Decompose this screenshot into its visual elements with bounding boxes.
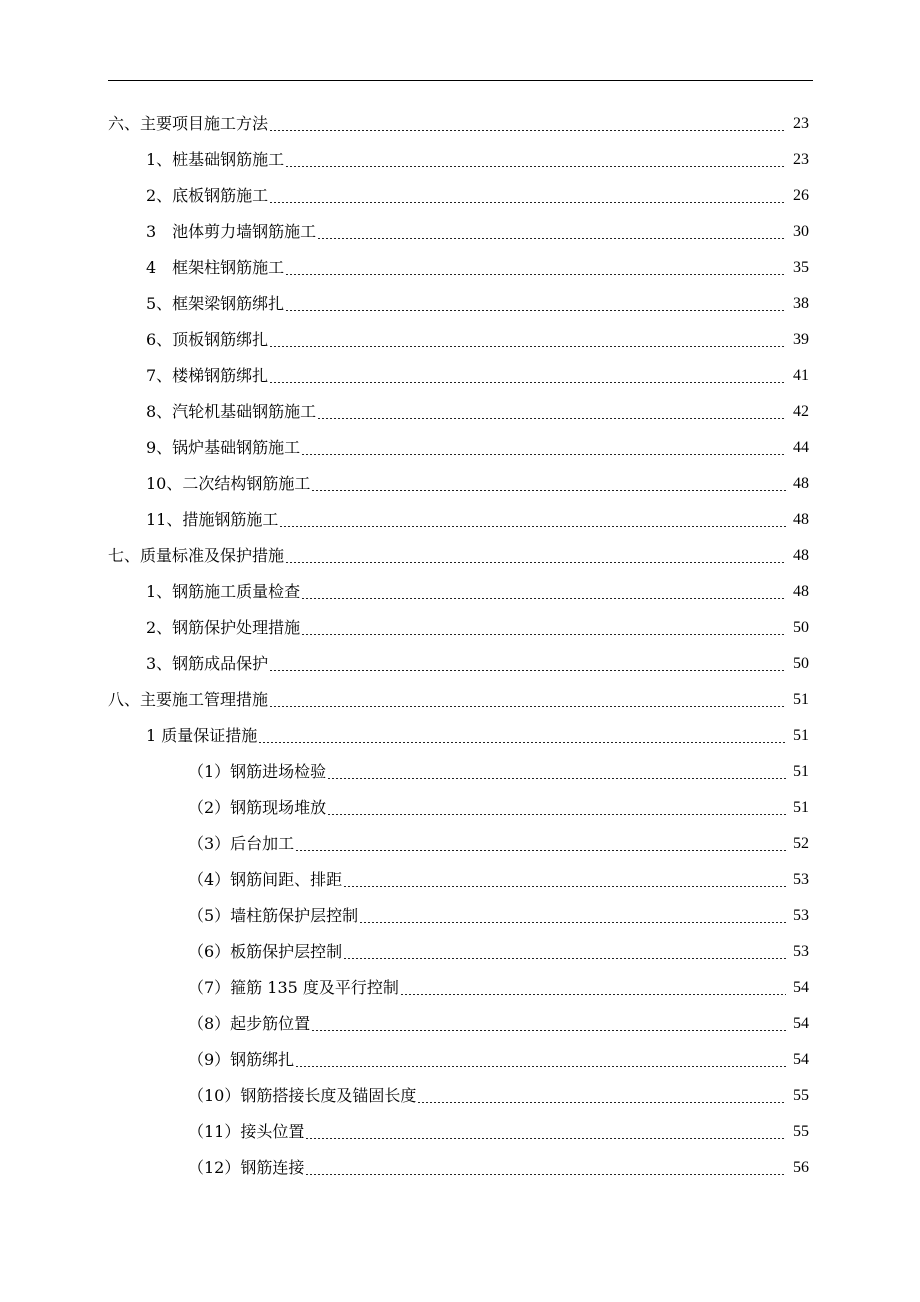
toc-entry[interactable] [0,142,920,178]
toc-dot-leader [359,922,786,923]
toc-dot-leader [317,418,786,419]
header-rule [108,80,813,81]
toc-entry-title: （6）板筋保护层控制 [188,942,343,961]
toc-entry-title: （8）起步筋位置 [188,1014,311,1033]
toc-entry-title: （2）钢筋现场堆放 [188,798,327,817]
toc-entry-title: 1、桩基础钢筋施工 [146,150,285,169]
toc-dot-leader [305,1138,786,1139]
toc-entry[interactable] [0,322,920,358]
toc-entry-title: 1 质量保证措施 [146,726,258,745]
toc-entry[interactable] [0,574,920,610]
toc-entry-title: 7、楼梯钢筋绑扎 [146,366,269,385]
toc-dot-leader [269,382,786,383]
toc-entry-title: 4 框架柱钢筋施工 [146,258,285,277]
toc-dot-leader [285,562,786,563]
toc-entry-page: 50 [793,619,809,636]
toc-dot-leader [400,994,786,995]
toc-entry[interactable] [0,970,920,1006]
toc-entry-title: （5）墙柱筋保护层控制 [188,906,359,925]
toc-dot-leader [301,634,786,635]
toc-entry-title: 10、二次结构钢筋施工 [146,474,311,493]
toc-entry-title: 七、质量标准及保护措施 [108,546,285,565]
toc-dot-leader [285,166,786,167]
toc-dot-leader [269,346,786,347]
toc-entry[interactable] [0,718,920,754]
toc-entry[interactable] [0,358,920,394]
toc-entry[interactable] [0,178,920,214]
toc-entry-title: 1、钢筋施工质量检查 [146,582,301,601]
table-of-contents [0,106,920,1186]
toc-entry-page: 53 [793,943,809,960]
toc-entry-title: 3 池体剪力墙钢筋施工 [146,222,317,241]
toc-entry-title: 8、汽轮机基础钢筋施工 [146,402,317,421]
toc-entry-page: 23 [793,151,809,168]
toc-entry-page: 50 [793,655,809,672]
toc-entry-page: 55 [793,1123,809,1140]
toc-entry-title: （10）钢筋搭接长度及锚固长度 [188,1086,417,1105]
toc-entry[interactable] [0,646,920,682]
toc-entry-page: 30 [793,223,809,240]
toc-entry-page: 26 [793,187,809,204]
toc-dot-leader [295,850,786,851]
toc-entry-title: （4）钢筋间距、排距 [188,870,343,889]
toc-dot-leader [317,238,786,239]
toc-entry-page: 48 [793,583,809,600]
toc-entry-page: 51 [793,691,809,708]
toc-entry[interactable] [0,898,920,934]
toc-entry-title: 6、顶板钢筋绑扎 [146,330,269,349]
toc-dot-leader [311,490,786,491]
toc-dot-leader [305,1174,786,1175]
toc-entry[interactable] [0,250,920,286]
toc-dot-leader [327,778,786,779]
toc-entry-title: 5、框架梁钢筋绑扎 [146,294,285,313]
toc-entry[interactable] [0,466,920,502]
toc-entry[interactable] [0,1042,920,1078]
toc-entry[interactable] [0,682,920,718]
toc-dot-leader [279,526,786,527]
toc-entry-page: 38 [793,295,809,312]
toc-dot-leader [301,454,786,455]
toc-entry-page: 42 [793,403,809,420]
toc-entry[interactable] [0,538,920,574]
toc-entry[interactable] [0,790,920,826]
toc-entry[interactable] [0,1114,920,1150]
toc-entry-title: （7）箍筋 135 度及平行控制 [188,978,399,997]
toc-entry-title: 2、底板钢筋施工 [146,186,269,205]
toc-dot-leader [301,598,786,599]
toc-entry-title: 六、主要项目施工方法 [108,114,269,133]
toc-entry-page: 48 [793,511,809,528]
toc-entry[interactable] [0,394,920,430]
toc-entry[interactable] [0,430,920,466]
toc-entry-title: 八、主要施工管理措施 [108,690,269,709]
toc-entry-title: （11）接头位置 [188,1122,305,1141]
toc-entry[interactable] [0,826,920,862]
toc-entry-page: 35 [793,259,809,276]
toc-entry[interactable] [0,214,920,250]
toc-entry-page: 51 [793,799,809,816]
toc-entry-page: 53 [793,907,809,924]
toc-dot-leader [285,310,786,311]
toc-entry[interactable] [0,934,920,970]
toc-entry-title: 9、锅炉基础钢筋施工 [146,438,301,457]
toc-entry-page: 41 [793,367,809,384]
toc-entry-title: 3、钢筋成品保护 [146,654,269,673]
toc-entry-page: 51 [793,727,809,744]
toc-dot-leader [311,1030,786,1031]
toc-entry-page: 23 [793,115,809,132]
toc-dot-leader [343,958,786,959]
toc-entry[interactable] [0,610,920,646]
toc-entry-page: 39 [793,331,809,348]
toc-entry-page: 54 [793,979,809,996]
toc-dot-leader [269,202,786,203]
toc-entry-page: 54 [793,1051,809,1068]
toc-entry-title: 2、钢筋保护处理措施 [146,618,301,637]
toc-entry[interactable] [0,106,920,142]
toc-dot-leader [343,886,786,887]
toc-entry-page: 48 [793,547,809,564]
toc-entry-title: 11、措施钢筋施工 [146,510,279,529]
toc-entry-page: 53 [793,871,809,888]
toc-dot-leader [327,814,786,815]
toc-dot-leader [295,1066,786,1067]
toc-entry[interactable] [0,502,920,538]
toc-entry-page: 55 [793,1087,809,1104]
toc-dot-leader [258,742,786,743]
toc-dot-leader [269,706,786,707]
toc-entry-page: 51 [793,763,809,780]
toc-entry-title: （1）钢筋进场检验 [188,762,327,781]
toc-entry-title: （3）后台加工 [188,834,295,853]
toc-entry-page: 56 [793,1159,809,1176]
toc-entry[interactable] [0,286,920,322]
toc-entry[interactable] [0,1150,920,1186]
toc-entry[interactable] [0,754,920,790]
toc-entry-page: 48 [793,475,809,492]
toc-entry-page: 52 [793,835,809,852]
toc-entry[interactable] [0,862,920,898]
toc-dot-leader [285,274,786,275]
toc-entry-title: （12）钢筋连接 [188,1158,305,1177]
toc-dot-leader [269,670,786,671]
toc-entry-title: （9）钢筋绑扎 [188,1050,295,1069]
toc-entry[interactable] [0,1006,920,1042]
toc-dot-leader [417,1102,786,1103]
toc-entry-page: 54 [793,1015,809,1032]
toc-dot-leader [269,130,786,131]
toc-entry-page: 44 [793,439,809,456]
toc-entry[interactable] [0,1078,920,1114]
